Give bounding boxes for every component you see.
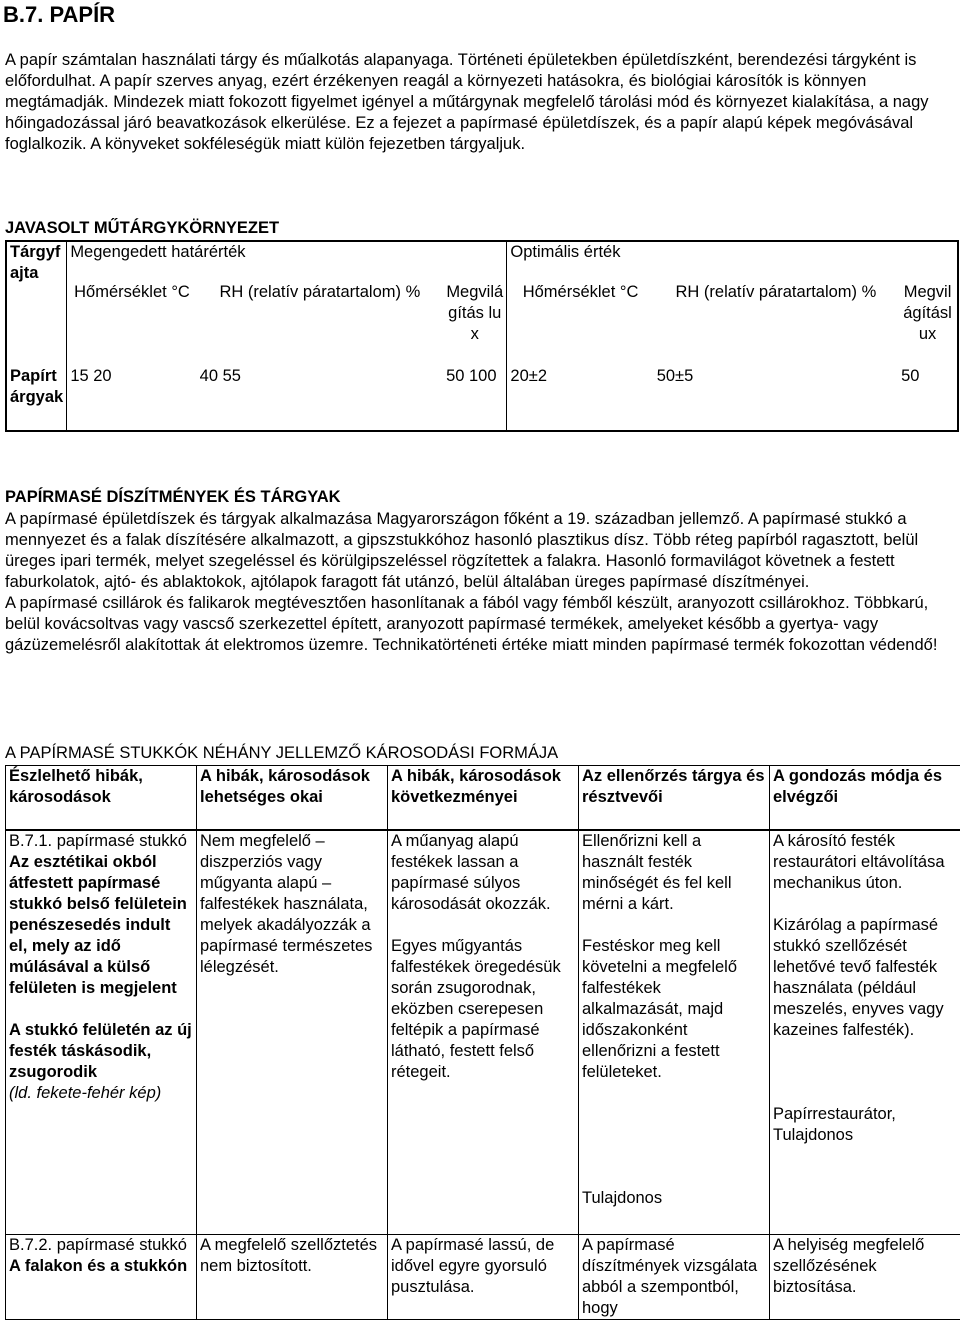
env-permitted-header: Megengedett határérték [67,241,507,282]
dmg-r1-consequences [388,830,579,1235]
env-opt-temp: 20±2 [507,366,654,431]
env-opt-temp-header: Hőmérséklet °C [507,282,654,366]
env-row-type: Papírtárgyak [10,367,64,406]
env-perm-lux-header: Megvilágítás lux [446,283,504,343]
dmg-r1-observed [6,830,197,1235]
env-heading: JAVASOLT MŰTÁRGYKÖRNYEZET [5,219,280,237]
papirmase-heading: PAPÍRMASÉ DÍSZÍTMÉNYEK ÉS TÁRGYAK [5,488,341,506]
dmg-header-2: A hibák, károsodások lehetséges okai [197,766,388,831]
dmg-r1-care-1: A károsító festék restaurátori eltávolítása mechanikus úton. [773,832,945,892]
env-opt-lux-header: Megvilágításlux [903,283,952,343]
dmg-r1-inspection-owner: Tulajdonos [582,1189,663,1207]
dmg-header-3: A hibák, károsodások következményei [388,766,579,831]
stukko-heading: A PAPÍRMASÉ STUKKÓK NÉHÁNY JELLEMZŐ KÁROSODÁSI FORMÁJA [5,744,559,762]
dmg-r1-note: (ld. fekete-fehér kép) [9,1084,162,1102]
dmg-r2-code: B.7.2. papírmasé stukkó [9,1236,187,1254]
page-title: B.7. PAPÍR [3,2,116,27]
intro-paragraph: A papír számtalan használati tárgy és műalkotás alapanyaga. Történeti épületekben épületdíszként, berendezési tárgyként is előfordulhat. A papír szerves anyag, ezért érzékenyen reagál a környezeti hatásokra, és biológiai károsítók is könnyen megtámadják. Mindezek miatt fokozott figyelmet igényel a műtárgynak megfelelő tárolási mód és környezet kialakítása, a nagy hőingadozással járó beavatkozások elkerülése. Ez a fejezet a papírmasé épületdíszek, és a papír alapú képek megóvásával foglalkozik. A könyveket sokféleségük miatt külön fejezetben tárgyaljuk. [5,51,929,153]
dmg-r2-observed [6,1235,197,1320]
dmg-r2-causes: A megfelelő szellőztetés nem biztosított. [197,1235,388,1320]
dmg-header-5: A gondozás módja és elvégzői [770,766,960,831]
dmg-r1-code: B.7.1. papírmasé stukkó [9,832,187,850]
dmg-r1-inspection-2: Festéskor meg kell követelni a megfelelő falfestékek alkalmazását, majd időszakonként ellenőrizni a festett felületeket. [582,937,738,1081]
papirmase-paragraph-1: A papírmasé épületdíszek és tárgyak alkalmazása Magyarországon főként a 19. században jellemző. A papírmasé stukkó a mennyezet és a falak díszítésére alkalmazott, a gipszstukkóhoz hasonló plasztikus dísz. Több réteg papírból ragasztott, belül üreges ipari termék, melyet szegeléssel és körülgipszeléssel rögzítettek a falakra. Hasonló formavilágot követnek a festett faburkolatok, ajtó- és ablaktokok, ajtólapok faragott fát utánzó, belül általában üreges papírmasé díszítményei. [5,510,919,591]
env-perm-temp: 15 20 [67,366,197,431]
environment-table [5,240,959,432]
dmg-r1-inspection [579,830,770,1235]
env-perm-rh-header: RH (relatív páratartalom) % [219,283,421,301]
papirmase-paragraph-2: A papírmasé csillárok és falikarok megtévesztően hasonlítanak a fából vagy fémből készült, aranyozott csillárokhoz. Többkarú, belül kovácsoltvas vagy vascső szerkezettel épített, aranyozott papírmasé termékek, amelyeket később a gyertya- vagy gázüzemelésről alakítottak át elektromos üzemre. Technikatörténeti értéke miatt minden papírmasé termék fokozottan védendő! [5,594,938,654]
env-perm-temp-header: Hőmérséklet °C [67,282,197,366]
dmg-r1-care-2: Kizárólag a papírmasé stukkó szellőzését lehetővé tevő falfesték használata (például meszelés, enyves vagy kazeines falfesték). [773,916,944,1039]
dmg-header-4: Az ellenőrzés tárgya és résztvevői [579,766,770,831]
dmg-r2-inspection: A papírmasé díszítmények vizsgálata abból a szempontból, hogy [579,1235,770,1320]
damage-table [5,765,960,1320]
dmg-r1-care [770,830,960,1235]
env-perm-rh: 40 55 [199,367,241,385]
env-col-type: Tárgyfajta [10,243,61,282]
env-opt-rh: 50±5 [656,367,694,385]
dmg-r2-observed-1: A falakon és a stukkón [9,1257,188,1275]
env-perm-lux: 50 100 [446,367,497,385]
dmg-r2-consequences: A papírmasé lassú, de idővel egyre gyorsuló pusztulása. [388,1235,579,1320]
dmg-r1-causes: Nem megfelelő – diszperziós vagy műgyanta alapú – falfestékek használata, melyek akadályozzák a papírmasé természetes lélegzését. [197,830,388,1235]
dmg-r1-consequence-2: Egyes műgyantás falfestékek öregedésük során zsugorodnak, eközben cserepesen feltépik a papírmasé látható, festett felső rétegeit. [391,937,561,1081]
dmg-r2-care: A helyiség megfelelő szellőzésének biztosítása. [770,1235,960,1320]
dmg-r1-care-owner: Papírrestaurátor, Tulajdonos [773,1105,896,1144]
dmg-header-1: Észlelhető hibák, károsodások [6,766,197,831]
env-opt-rh-header: RH (relatív páratartalom) % [675,283,877,301]
dmg-r1-observed-2: A stukkó felületén az új festék táskásodik, zsugorodik [9,1021,192,1081]
papirmase-text [5,509,955,656]
dmg-r1-inspection-1: Ellenőrizni kell a használt festék minőségét és fel kell mérni a kárt. [582,832,732,913]
env-opt-lux: 50 [901,367,920,385]
dmg-r1-consequence-1: A műanyag alapú festékek lassan a papírmasé súlyos károsodását okozzák. [391,832,551,913]
env-optimal-header: Optimális érték [507,241,958,282]
dmg-r1-observed-1: Az esztétikai okból átfestett papírmasé stukkó belső felületein penészesedés indult el, mely az idő múlásával a külső felületen is megjelent [9,853,187,997]
